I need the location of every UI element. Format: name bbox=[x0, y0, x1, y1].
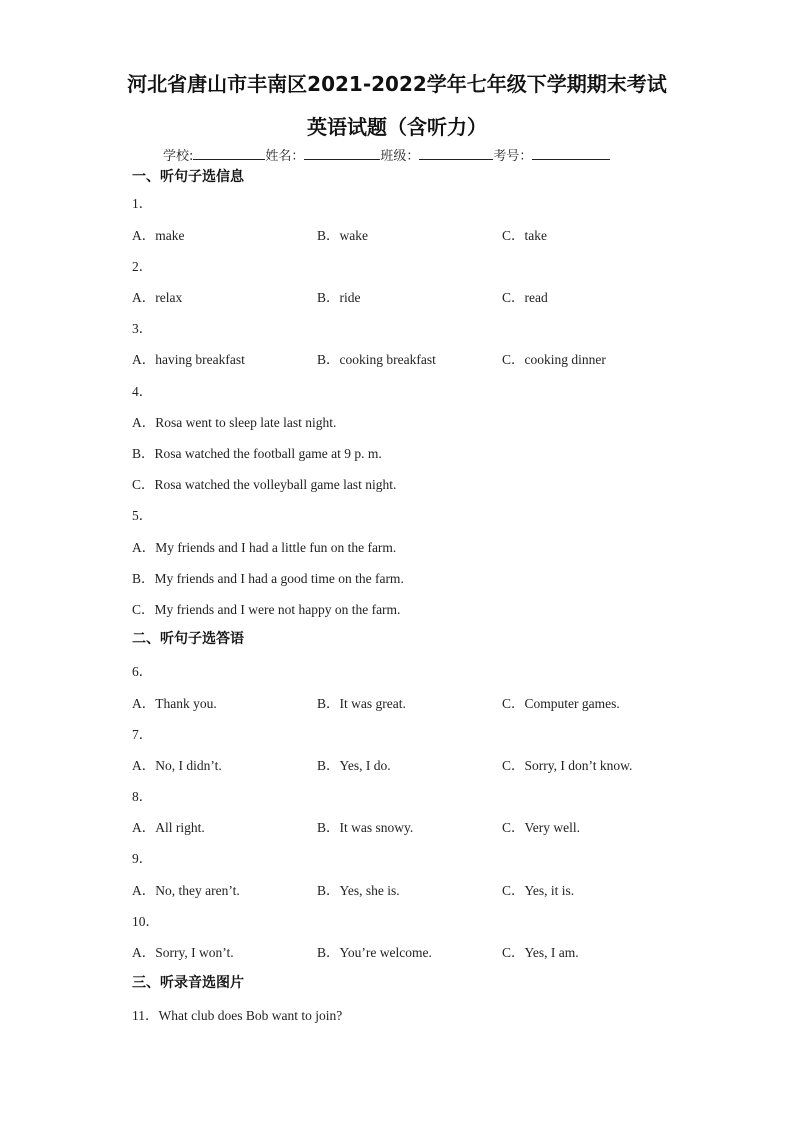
question-number: 6． bbox=[132, 664, 153, 679]
option-a: A．make bbox=[132, 228, 185, 243]
class-blank bbox=[419, 147, 493, 160]
page-title: 河北省唐山市丰南区2021-2022学年七年级下学期期末考试 bbox=[127, 72, 667, 96]
option-c: C．take bbox=[502, 228, 547, 243]
option-a: A．My friends and I had a little fun on the farm. bbox=[132, 540, 397, 555]
option-c: C．Very well. bbox=[502, 820, 580, 835]
question-number: 4． bbox=[132, 384, 153, 399]
question-number: 2． bbox=[132, 259, 153, 274]
option-b: B．cooking breakfast bbox=[317, 352, 436, 367]
number-blank bbox=[532, 147, 610, 160]
option-b: B．You’re welcome. bbox=[317, 945, 432, 960]
section-heading-2: 二、听句子选答语 bbox=[132, 631, 244, 647]
question-number: 5． bbox=[132, 508, 153, 523]
option-c: C．Computer games. bbox=[502, 696, 620, 711]
section-heading-1: 一、听句子选信息 bbox=[132, 169, 244, 185]
question-number: 7． bbox=[132, 727, 153, 742]
question-number: 8． bbox=[132, 789, 153, 804]
option-a: A．All right. bbox=[132, 820, 205, 835]
option-a: A．No, they aren’t. bbox=[132, 883, 240, 898]
option-b: B．Rosa watched the football game at 9 p. m. bbox=[132, 446, 382, 461]
option-a: A．Rosa went to sleep late last night. bbox=[132, 415, 337, 430]
option-b: B．Yes, she is. bbox=[317, 883, 400, 898]
school-label: 学校: bbox=[163, 149, 194, 164]
question-text: 11．What club does Bob want to join? bbox=[132, 1008, 343, 1023]
option-b: B．ride bbox=[317, 290, 361, 305]
option-c: C．Yes, it is. bbox=[502, 883, 575, 898]
option-b: B．wake bbox=[317, 228, 368, 243]
student-info-row bbox=[163, 145, 610, 164]
option-a: A．having breakfast bbox=[132, 352, 245, 367]
class-label: 班级： bbox=[380, 149, 420, 164]
section-heading-3: 三、听录音选图片 bbox=[132, 975, 244, 991]
name-blank bbox=[304, 147, 380, 160]
option-a: A．No, I didn’t. bbox=[132, 758, 222, 773]
name-label: 姓名： bbox=[265, 149, 305, 164]
option-c: C．My friends and I were not happy on the farm. bbox=[132, 602, 401, 617]
option-b: B．It was snowy. bbox=[317, 820, 414, 835]
question-number: 10． bbox=[132, 914, 159, 929]
option-b: B．It was great. bbox=[317, 696, 406, 711]
option-b: B．My friends and I had a good time on the farm. bbox=[132, 571, 404, 586]
option-c: C．Sorry, I don’t know. bbox=[502, 758, 633, 773]
option-a: A．Thank you. bbox=[132, 696, 217, 711]
option-c: C．read bbox=[502, 290, 548, 305]
option-b: B．Yes, I do. bbox=[317, 758, 391, 773]
option-c: C．Rosa watched the volleyball game last night. bbox=[132, 477, 397, 492]
option-a: A．Sorry, I won’t. bbox=[132, 945, 234, 960]
question-number: 9． bbox=[132, 851, 153, 866]
page-subtitle: 英语试题（含听力） bbox=[307, 115, 487, 139]
school-blank bbox=[193, 147, 265, 160]
option-a: A．relax bbox=[132, 290, 183, 305]
option-c: C．cooking dinner bbox=[502, 352, 606, 367]
question-number: 3． bbox=[132, 321, 153, 336]
question-number: 1． bbox=[132, 196, 153, 211]
option-c: C．Yes, I am. bbox=[502, 945, 579, 960]
number-label: 考号： bbox=[493, 149, 533, 164]
